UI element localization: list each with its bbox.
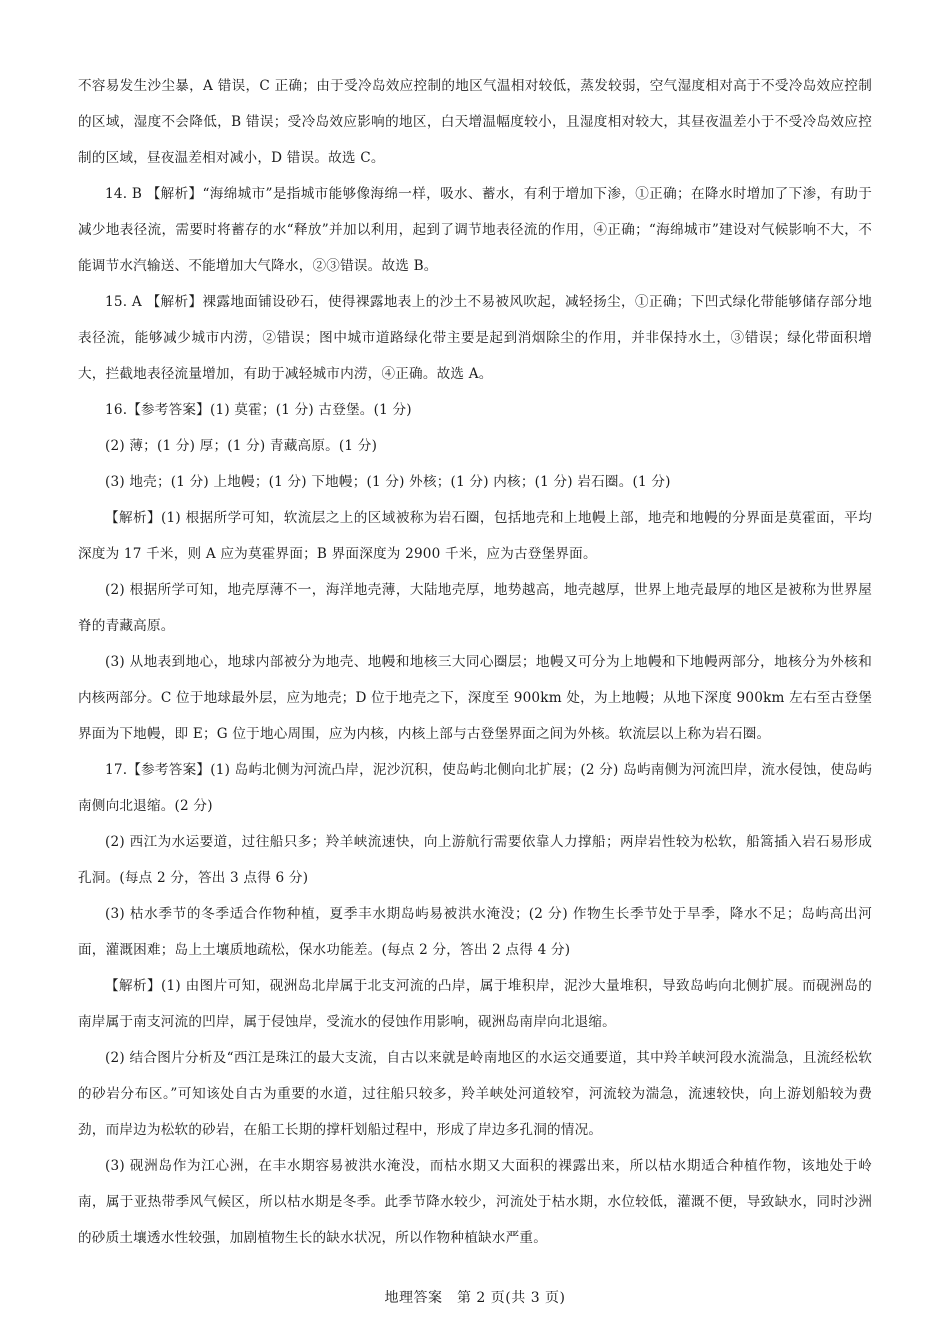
paragraph-13-continued: 不容易发生沙尘暴，A 错误，C 正确；由于受冷岛效应控制的地区气温相对较低，蒸发较弱，空气湿度相对高于不受冷岛效应控制的区域，湿度不会降低，B 错误；受冷岛效应影响的地区，白天增温幅度较小，且湿度相对较大，其昼夜温差小于不受冷岛效应控制的区域，昼夜温差相对减小，D 错误。故选 C。 [78,78,872,166]
answer-17-part-3: (3) 枯水季节的冬季适合作物种植，夏季丰水期岛屿易被洪水淹没；(2 分) 作物生长季节处于旱季，降水不足；岛屿高出河面，灌溉困难；岛上土壤质地疏松，保水功能差。(每点 2 分，答出 2 点得 4 分) [78,906,872,958]
answer-16-reference: 16.【参考答案】(1) 莫霍；(1 分) 古登堡。(1 分) [105,402,412,418]
answer-17-reference: 17.【参考答案】(1) 岛屿北侧为河流凸岸，泥沙沉积，使岛屿北侧向北扩展；(2 分) 岛屿南侧为河流凹岸，流水侵蚀，使岛屿南侧向北退缩。(2 分) [78,762,872,814]
answer-16-part-2: (2) 薄；(1 分) 厚；(1 分) 青藏高原。(1 分) [105,438,378,454]
answer-body [78,68,872,1256]
analysis-17-part-2: (2) 结合图片分析及“西江是珠江的最大支流，自古以来就是岭南地区的水运交通要道，其中羚羊峡河段水流湍急，且流经松软的砂岩分布区。”可知该处自古为重要的水道，过往船只较多，羚羊峡处河道较窄，河流较为湍急，流速较快，向上游划船较为费劲，而岸边为松软的砂岩，在船工长期的撑杆划船过程中，形成了岸边多孔洞的情况。 [78,1050,872,1138]
analysis-16-part-3: (3) 从地表到地心，地球内部被分为地壳、地幔和地核三大同心圈层；地幔又可分为上地幔和下地幔两部分，地核分为外核和内核两部分。C 位于地球最外层，应为地壳；D 位于地壳之下，深度至 900km 处，为上地幔；从地下深度 900km 左右至古登堡界面为下地幔，即 E；G 位于地心周围，应为内核，内核上部与古登堡界面之间为外核。软流层以上称为岩石圈。 [78,654,872,742]
answer-14: 14. B 【解析】“海绵城市”是指城市能够像海绵一样，吸水、蓄水，有利于增加下渗，①正确；在降水时增加了下渗，有助于减少地表径流，需要时将蓄存的水“释放”并加以利用，起到了调节地表径流的作用，④正确；“海绵城市”建设对气候影响不大，不能调节水汽输送、不能增加大气降水，②③错误。故选 B。 [78,186,872,274]
page-footer: 地理答案 第 2 页(共 3 页) [384,1290,566,1306]
answer-16-part-3: (3) 地壳；(1 分) 上地幔；(1 分) 下地幔；(1 分) 外核；(1 分) 内核；(1 分) 岩石圈。(1 分) [105,474,671,490]
analysis-17-part-1: 【解析】(1) 由图片可知，砚洲岛北岸属于北支河流的凸岸，属于堆积岸，泥沙大量堆积，导致岛屿向北侧扩展。而砚洲岛的南岸属于南支河流的凹岸，属于侵蚀岸，受流水的侵蚀作用影响，砚洲岛南岸向北退缩。 [78,978,872,1030]
analysis-16-part-2: (2) 根据所学可知，地壳厚薄不一，海洋地壳薄，大陆地壳厚，地势越高，地壳越厚，世界上地壳最厚的地区是被称为世界屋脊的青藏高原。 [78,582,872,634]
answer-17-part-2: (2) 西江为水运要道，过往船只多；羚羊峡流速快，向上游航行需要依靠人力撑船；两岸岩性较为松软，船篙插入岩石易形成孔洞。(每点 2 分，答出 3 点得 6 分) [78,834,872,886]
analysis-17-part-3: (3) 砚洲岛作为江心洲，在丰水期容易被洪水淹没，而枯水期又大面积的裸露出来，所以枯水期适合种植作物，该地处于岭南，属于亚热带季风气候区，所以枯水期是冬季。此季节降水较少，河流处于枯水期，水位较低，灌溉不便，导致缺水，同时沙洲的砂质土壤透水性较强，加剧植物生长的缺水状况，所以作物种植缺水严重。 [78,1158,872,1246]
analysis-16-part-1: 【解析】(1) 根据所学可知，软流层之上的区域被称为岩石圈，包括地壳和上地幔上部，地壳和地幔的分界面是莫霍面，平均深度为 17 千米，则 A 应为莫霍界面；B 界面深度为 2900 千米，应为古登堡界面。 [78,510,872,562]
answer-15: 15. A 【解析】裸露地面铺设砂石，使得裸露地表上的沙土不易被风吹起，减轻扬尘，①正确；下凹式绿化带能够储存部分地表径流，能够减少城市内涝，②错误；图中城市道路绿化带主要是起到消烟除尘的作用，并非保持水土，③错误；绿化带面积增大，拦截地表径流量增加，有助于减轻城市内涝，④正确。故选 A。 [78,294,872,382]
